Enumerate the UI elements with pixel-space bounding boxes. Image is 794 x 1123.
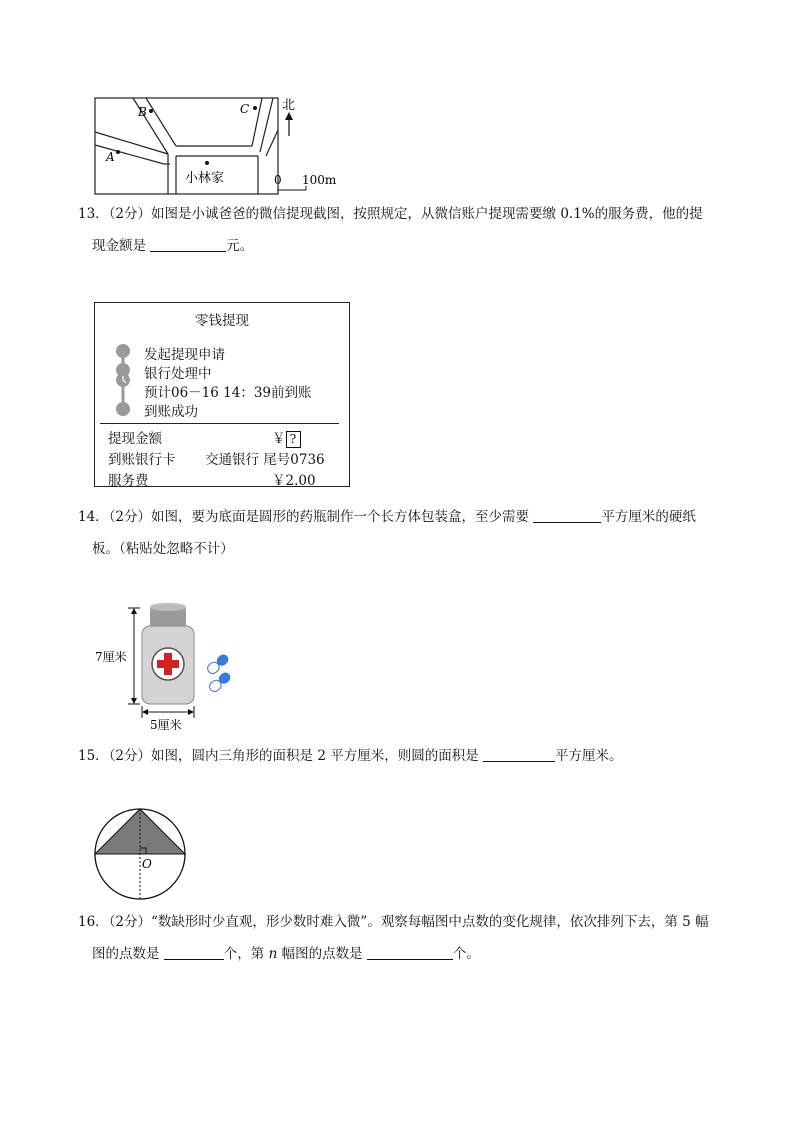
home-label: 小林家 bbox=[185, 171, 225, 186]
question-points: （2分） bbox=[108, 509, 152, 525]
timeline-step: 发起提现申请 bbox=[144, 347, 225, 363]
timeline-step: 银行处理中 bbox=[144, 366, 212, 382]
card-divider bbox=[100, 423, 339, 424]
question-number: 15． bbox=[78, 748, 109, 764]
timeline-step: 预计06－16 14：39前到账 bbox=[144, 385, 312, 401]
detail-row: 服务费 ￥2.00 bbox=[108, 473, 316, 489]
circle-triangle-figure bbox=[90, 802, 194, 906]
question-number: 13． bbox=[78, 206, 109, 222]
north-arrow-icon bbox=[285, 112, 293, 136]
detail-row: 提现金额 ￥ ? bbox=[108, 427, 339, 447]
timeline-graphic bbox=[95, 341, 140, 421]
question-text: 如图是小诚爸爸的微信提现截图，按照规定，从微信账户提现需要缴 0.1%的服务费，他的提 bbox=[151, 206, 703, 222]
question-points: （2分） bbox=[108, 914, 152, 930]
height-label: 7厘米 bbox=[95, 650, 127, 664]
unknown-amount-box: ? bbox=[286, 431, 301, 448]
card-title: 零钱提现 bbox=[195, 313, 249, 329]
pill-icon bbox=[206, 652, 231, 675]
answer-blank[interactable] bbox=[483, 745, 555, 762]
withdrawal-card bbox=[94, 302, 350, 487]
question-number: 14． bbox=[78, 509, 109, 525]
scale-unit-label: 100m bbox=[302, 173, 337, 187]
question-15: 15．（2分）如图，圆内三角形的面积是 2 平方厘米，则圆的面积是 平方厘米。 bbox=[78, 740, 728, 772]
timeline-step: 到账成功 bbox=[144, 404, 198, 420]
answer-blank[interactable] bbox=[533, 506, 601, 523]
answer-blank[interactable] bbox=[367, 943, 453, 960]
question-16: 16．（2分）“数缺形时少直观，形少数时难入微”。观察每幅图中点数的变化规律，依次排列下去，第 5 幅 图的点数是 个，第 n 幅图的点数是 个。 bbox=[78, 914, 709, 962]
question-13: 13．（2分）如图是小诚爸爸的微信提现截图，按照规定，从微信账户提现需要缴 0.1%的服务费，他的提 现金额是 元。 bbox=[78, 206, 703, 254]
question-14: 14．（2分）如图，要为底面是圆形的药瓶制作一个长方体包装盒，至少需要 平方厘米的硬纸 板。（粘贴处忽略不计） bbox=[78, 501, 728, 565]
pill-icon bbox=[208, 670, 233, 693]
question-points: （2分） bbox=[108, 748, 152, 764]
medicine-bottle-figure bbox=[90, 598, 250, 738]
map-figure bbox=[80, 90, 360, 200]
point-b-label: B bbox=[138, 105, 147, 119]
answer-blank[interactable] bbox=[164, 943, 224, 960]
scale-zero-label: 0 bbox=[274, 173, 282, 187]
answer-blank[interactable] bbox=[150, 235, 226, 252]
point-a-label: A bbox=[106, 150, 115, 164]
width-label: 5厘米 bbox=[150, 718, 182, 732]
point-c-label: C bbox=[240, 102, 250, 116]
north-label: 北 bbox=[282, 98, 296, 113]
question-number: 16． bbox=[78, 914, 109, 930]
detail-row: 到账银行卡 交通银行 尾号0736 bbox=[108, 452, 325, 468]
question-points: （2分） bbox=[108, 206, 152, 222]
center-label: O bbox=[142, 857, 152, 871]
